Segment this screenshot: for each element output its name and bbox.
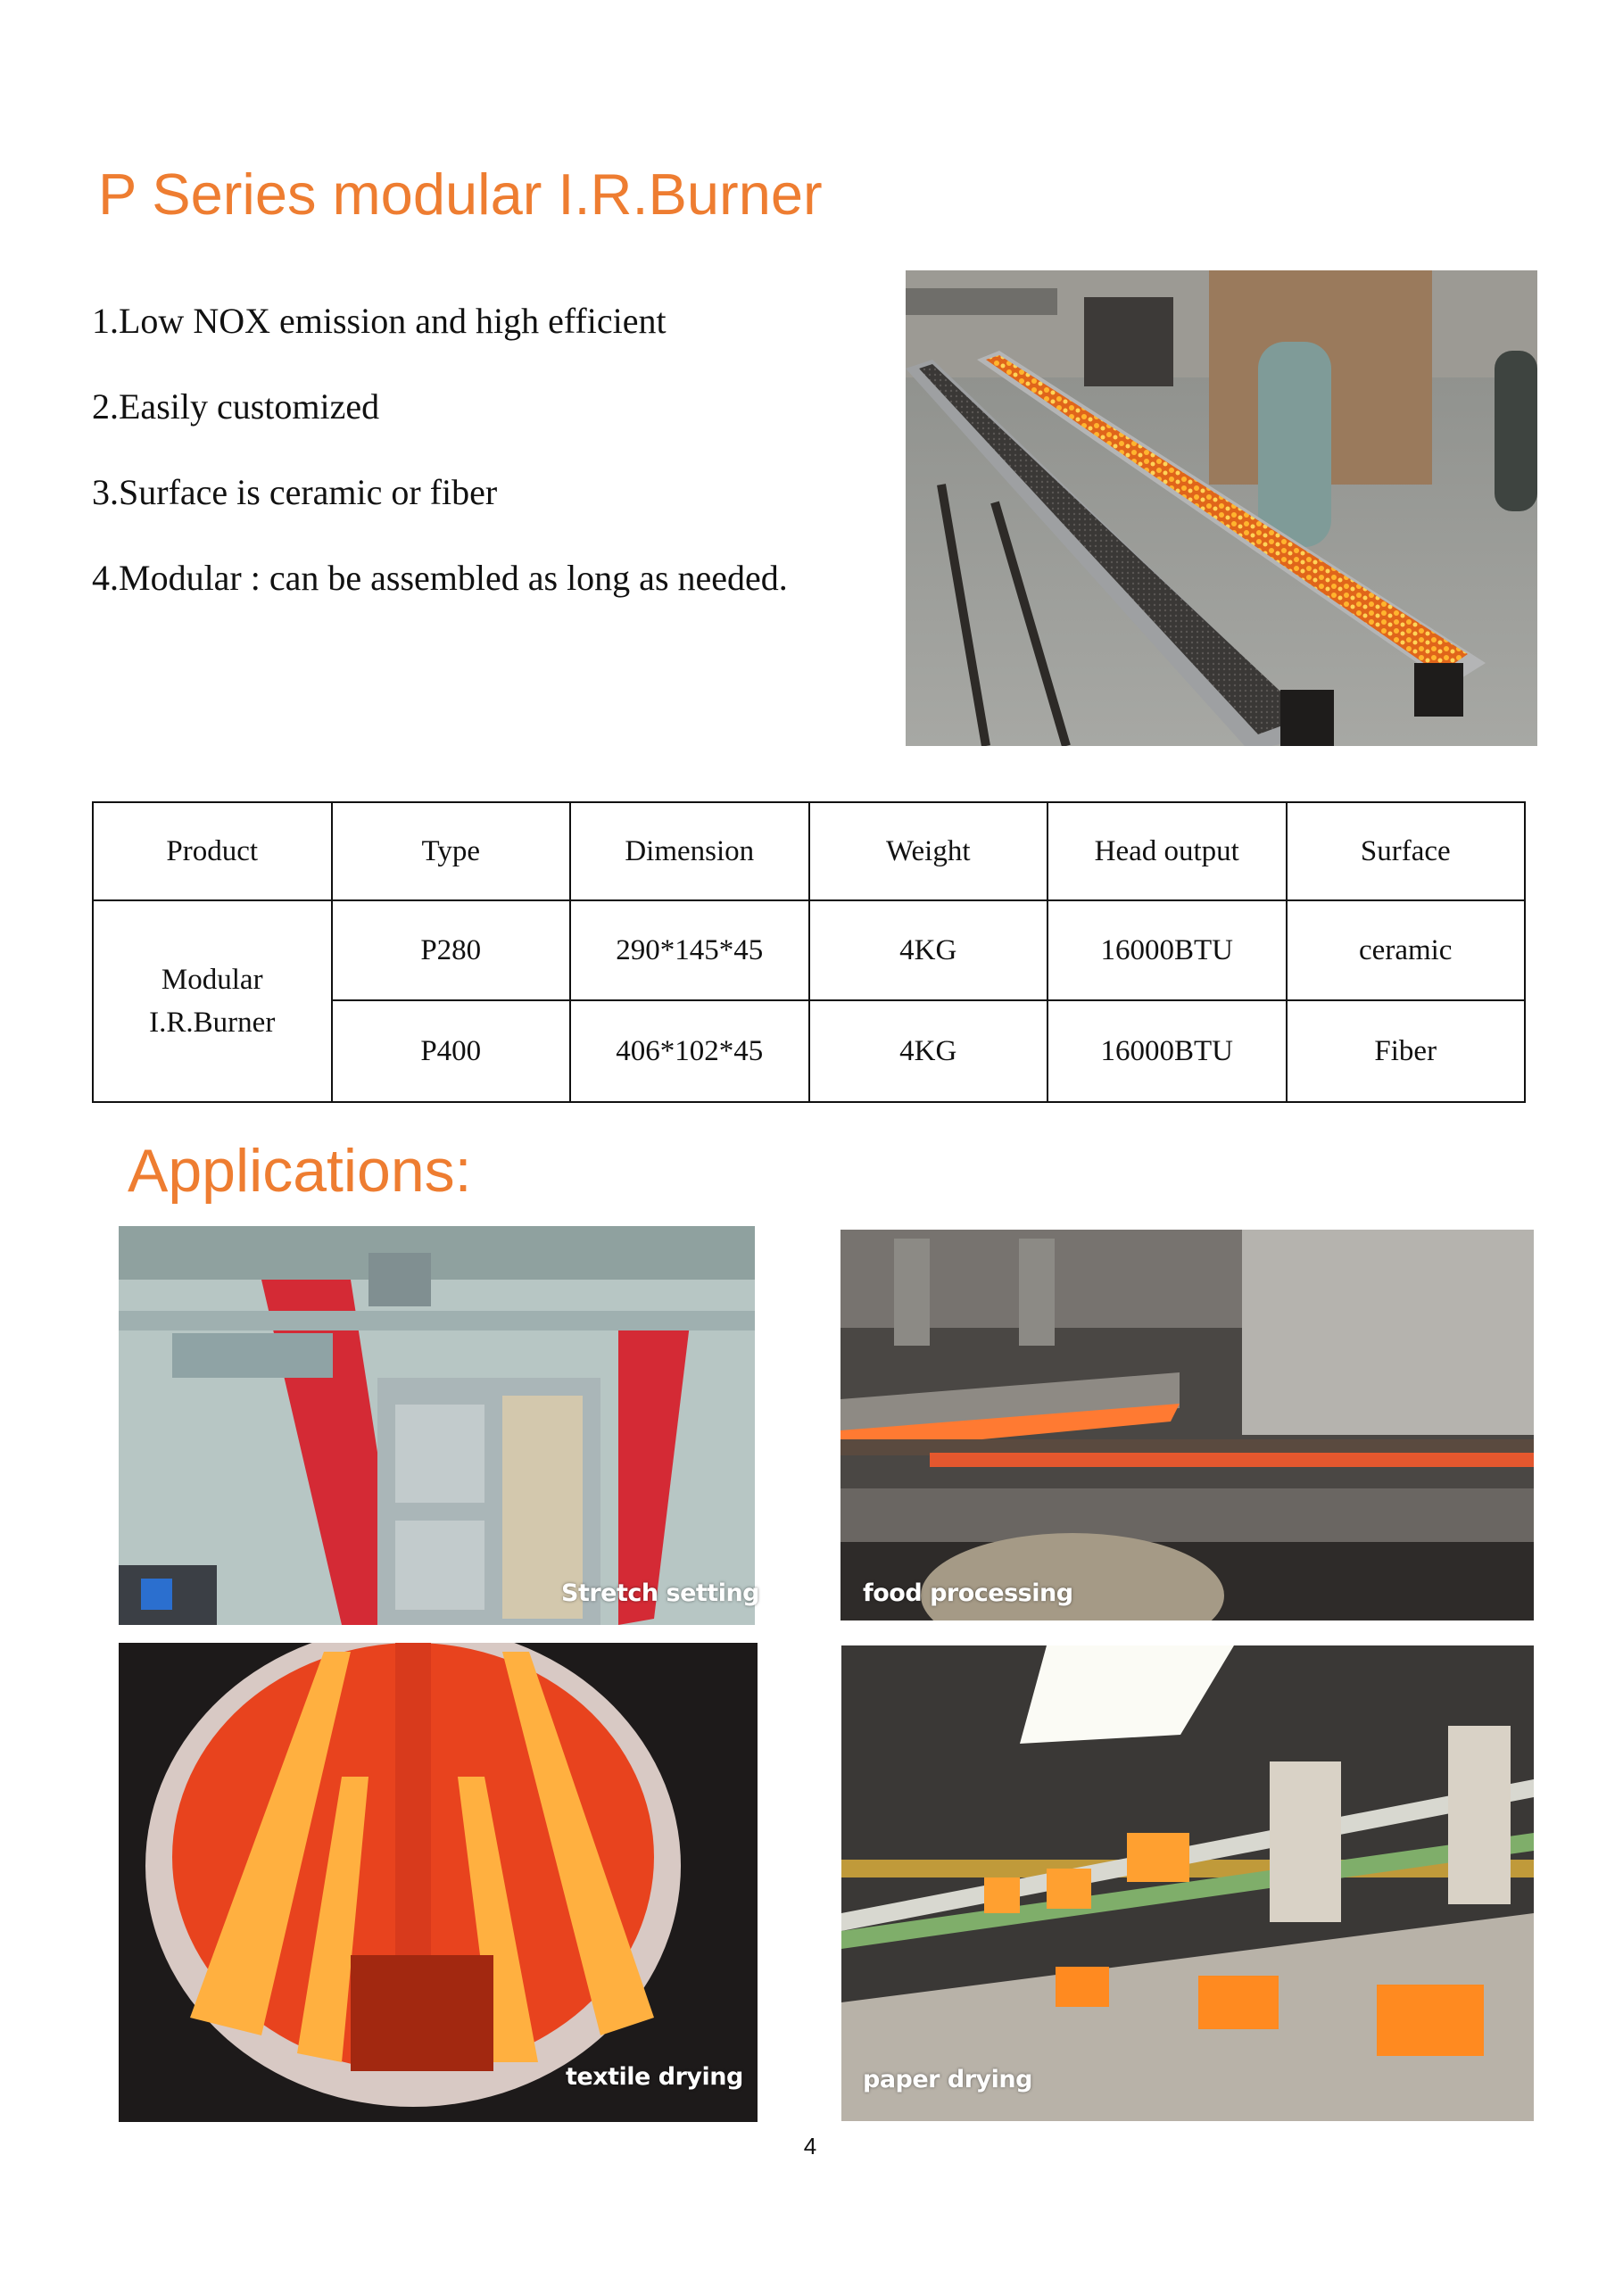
header-head-output: Head output	[1047, 802, 1287, 900]
cell-surface: ceramic	[1287, 900, 1526, 1000]
burner-photo	[906, 270, 1537, 746]
application-photo-textile-drying	[119, 1643, 758, 2122]
header-weight: Weight	[809, 802, 1048, 900]
cell-weight: 4KG	[809, 1000, 1048, 1102]
specs-table	[92, 801, 1526, 1103]
cell-surface: Fiber	[1287, 1000, 1526, 1102]
page-title: P Series modular I.R.Burner	[98, 162, 823, 227]
cell-weight: 4KG	[809, 900, 1048, 1000]
table-header-row	[93, 802, 1525, 900]
caption-food-processing: food processing	[863, 1579, 1073, 1607]
cell-type: P280	[332, 900, 571, 1000]
cell-type: P400	[332, 1000, 571, 1102]
feature-item: 2.Easily customized	[92, 386, 380, 427]
application-photo-food-processing	[840, 1230, 1534, 1620]
cell-head-output: 16000BTU	[1047, 900, 1287, 1000]
caption-textile-drying: textile drying	[566, 2063, 743, 2091]
header-dimension: Dimension	[570, 802, 809, 900]
feature-item: 3.Surface is ceramic or fiber	[92, 472, 498, 512]
cell-dimension: 406*102*45	[570, 1000, 809, 1102]
feature-item: 4.Modular : can be assembled as long as needed.	[92, 558, 788, 598]
header-product: Product	[93, 802, 332, 900]
cell-dimension: 290*145*45	[570, 900, 809, 1000]
application-photo-stretch-setting	[119, 1226, 755, 1625]
feature-list	[92, 300, 788, 642]
applications-heading: Applications:	[128, 1137, 472, 1205]
table-row	[93, 900, 1525, 1000]
application-photo-paper-drying	[841, 1645, 1534, 2121]
caption-paper-drying: paper drying	[863, 2066, 1032, 2093]
page-number: 4	[803, 2133, 817, 2159]
cell-head-output: 16000BTU	[1047, 1000, 1287, 1102]
product-name-cell	[93, 900, 332, 1102]
caption-stretch-setting: Stretch setting	[561, 1579, 760, 1607]
header-surface: Surface	[1287, 802, 1526, 900]
product-name-line1: Modular	[161, 964, 263, 996]
header-type: Type	[332, 802, 571, 900]
product-name-line2: I.R.Burner	[149, 1007, 276, 1039]
feature-item: 1.Low NOX emission and high efficient	[92, 301, 667, 341]
